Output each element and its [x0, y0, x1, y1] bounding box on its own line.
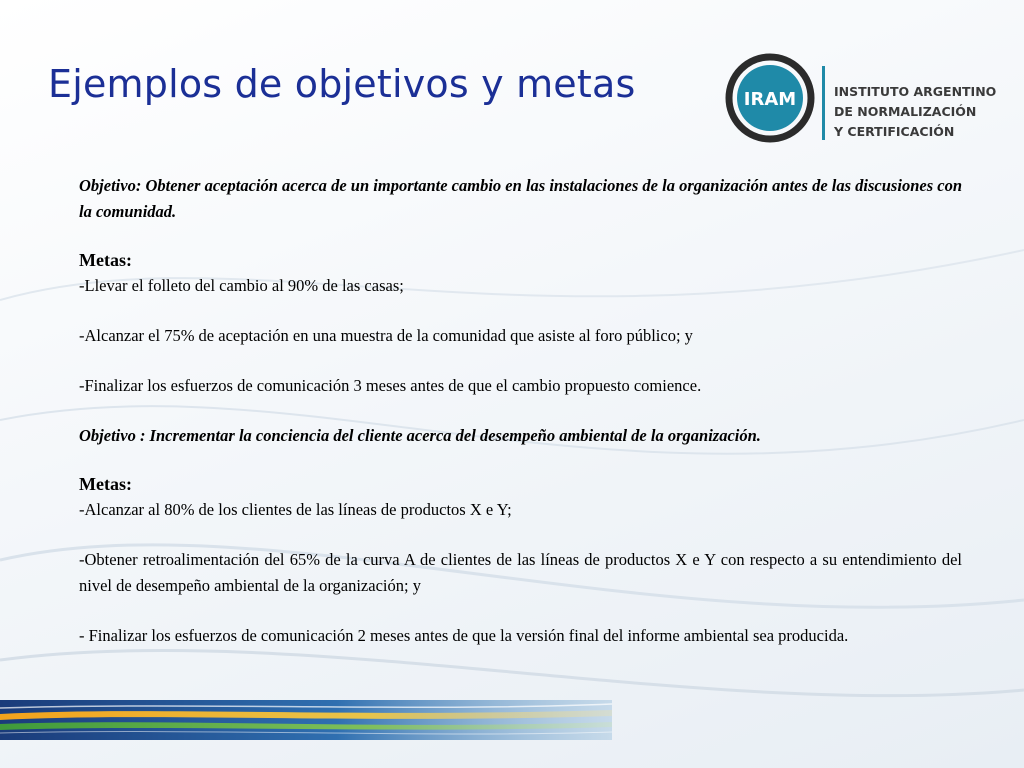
- logo-line-2: DE NORMALIZACIÓN: [834, 104, 977, 119]
- goal-2-1: -Alcanzar al 80% de los clientes de las líneas de productos X e Y;: [79, 500, 512, 519]
- goal-2-2: -Obtener retroalimentación del 65% de la curva A de clientes de las líneas de productos X e Y con respecto a su entendimiento del nivel de desempeño ambiental de la organización; y: [79, 550, 962, 595]
- metas-heading-2: Metas:: [79, 474, 132, 494]
- logo-line-3: Y CERTIFICACIÓN: [834, 124, 955, 139]
- goal-1-3: -Finalizar los esfuerzos de comunicación 3 meses antes de que el cambio propuesto comience.: [79, 376, 702, 395]
- logo-line-1: INSTITUTO ARGENTINO: [834, 84, 997, 99]
- logo-monogram: IRAM: [743, 89, 797, 110]
- objective-1: Objetivo: Obtener aceptación acerca de un importante cambio en las instalaciones de la organización antes de las discusiones con la comunidad.: [79, 176, 962, 221]
- logo-wordmark: [834, 82, 996, 142]
- goal-1-2: -Alcanzar el 75% de aceptación en una muestra de la comunidad que asiste al foro público; y: [79, 326, 693, 345]
- objective-2: Objetivo : Incrementar la conciencia del cliente acerca del desempeño ambiental de la organización.: [79, 426, 761, 445]
- slide-title: Ejemplos de objetivos y metas: [48, 62, 636, 106]
- metas-heading-1: Metas:: [79, 250, 132, 270]
- decorative-bottom-band: [0, 700, 612, 740]
- goal-2-3: - Finalizar los esfuerzos de comunicación 2 meses antes de que la versión final del informe ambiental sea producida.: [79, 626, 849, 645]
- goal-1-1: -Llevar el folleto del cambio al 90% de las casas;: [79, 276, 404, 295]
- slide-body: [79, 173, 962, 649]
